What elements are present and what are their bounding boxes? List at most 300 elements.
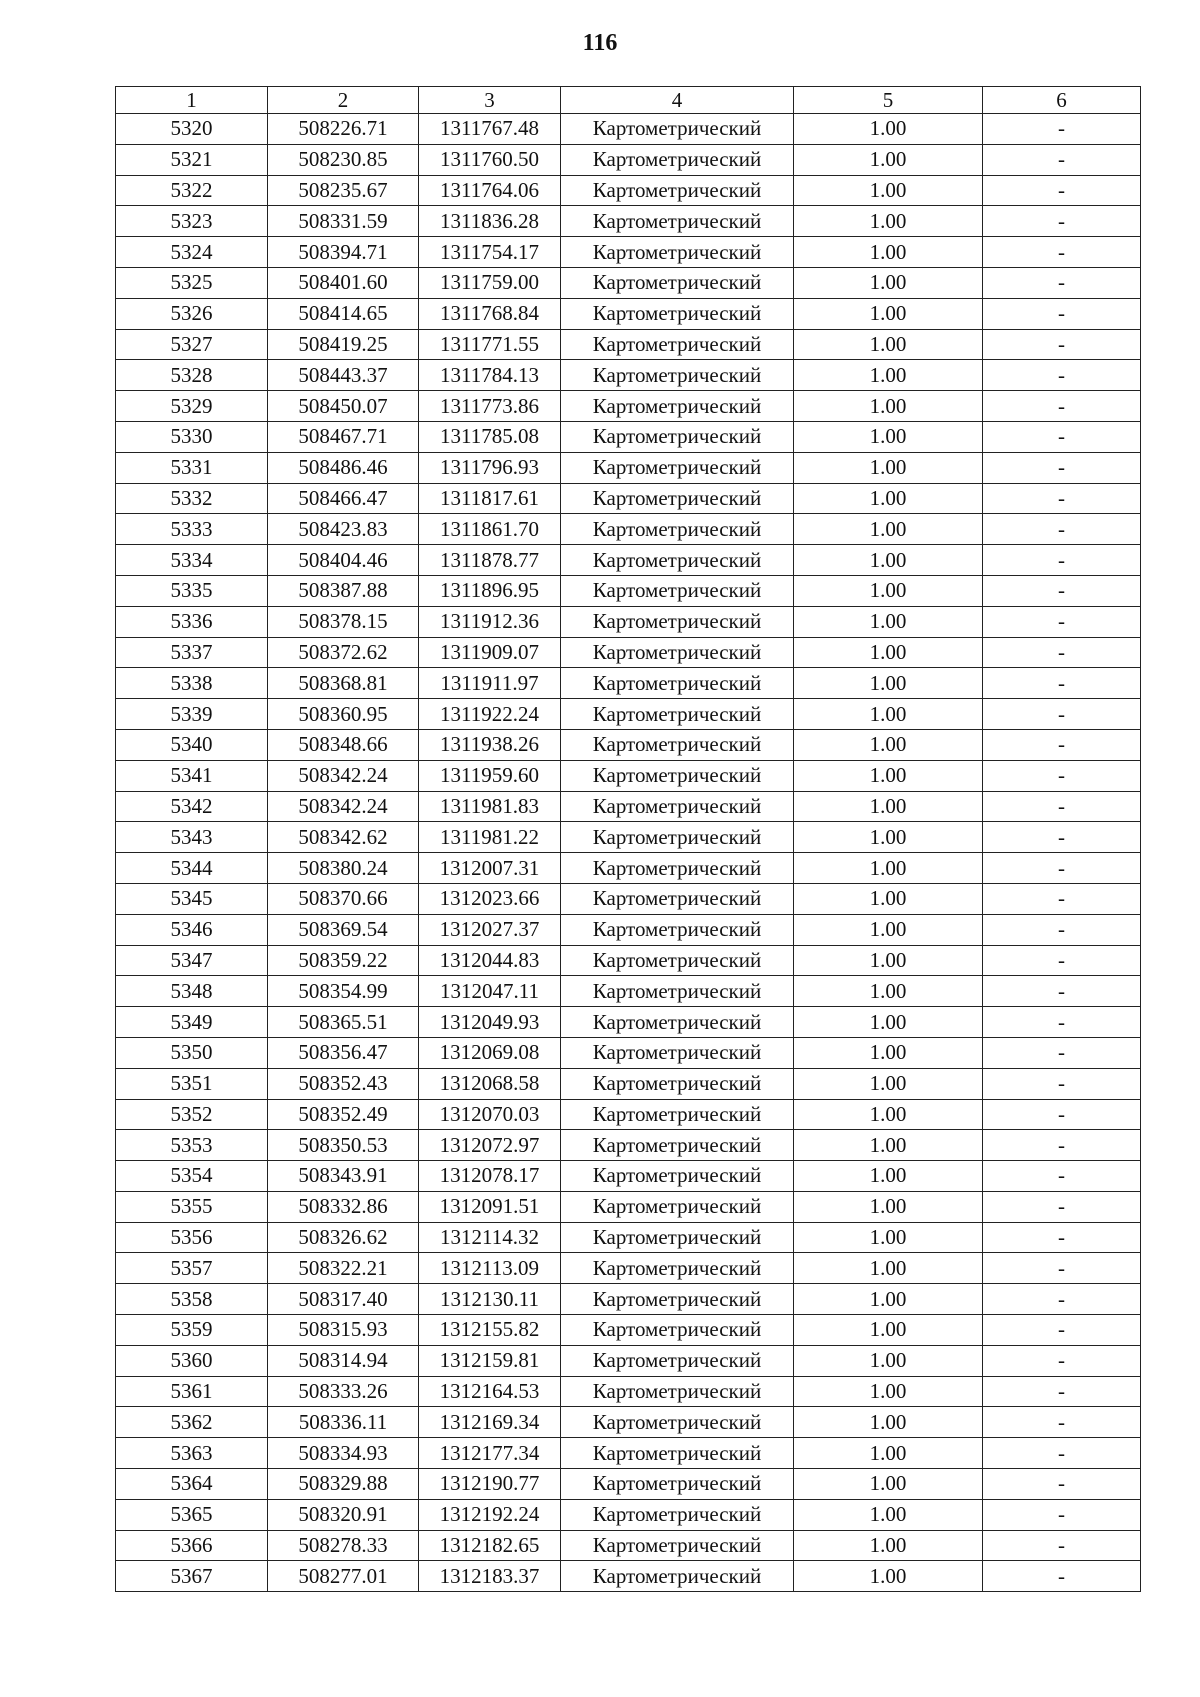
- point-number-cell: 5366: [116, 1530, 268, 1561]
- point-number-cell: 5321: [116, 144, 268, 175]
- point-number-cell: 5344: [116, 853, 268, 884]
- y-coordinate-cell: 1312044.83: [419, 945, 561, 976]
- y-coordinate-cell: 1311912.36: [419, 606, 561, 637]
- y-coordinate-cell: 1311768.84: [419, 298, 561, 329]
- x-coordinate-cell: 508369.54: [268, 914, 419, 945]
- x-coordinate-cell: 508350.53: [268, 1130, 419, 1161]
- accuracy-cell: 1.00: [794, 1037, 983, 1068]
- point-number-cell: 5358: [116, 1284, 268, 1315]
- point-number-cell: 5349: [116, 1007, 268, 1038]
- x-coordinate-cell: 508404.46: [268, 545, 419, 576]
- column-header: 2: [268, 87, 419, 114]
- accuracy-cell: 1.00: [794, 206, 983, 237]
- accuracy-cell: 1.00: [794, 1345, 983, 1376]
- y-coordinate-cell: 1312114.32: [419, 1222, 561, 1253]
- description-cell: -: [983, 391, 1141, 422]
- column-header: 1: [116, 87, 268, 114]
- table-row: [116, 483, 1141, 514]
- description-cell: -: [983, 1376, 1141, 1407]
- point-number-cell: 5346: [116, 914, 268, 945]
- table-row: [116, 1438, 1141, 1469]
- point-number-cell: 5338: [116, 668, 268, 699]
- accuracy-cell: 1.00: [794, 483, 983, 514]
- description-cell: -: [983, 114, 1141, 145]
- x-coordinate-cell: 508450.07: [268, 391, 419, 422]
- y-coordinate-cell: 1311981.22: [419, 822, 561, 853]
- accuracy-cell: 1.00: [794, 1222, 983, 1253]
- x-coordinate-cell: 508331.59: [268, 206, 419, 237]
- description-cell: -: [983, 545, 1141, 576]
- point-number-cell: 5325: [116, 267, 268, 298]
- method-cell: Картометрический: [561, 1037, 794, 1068]
- accuracy-cell: 1.00: [794, 298, 983, 329]
- method-cell: Картометрический: [561, 298, 794, 329]
- table-row: [116, 1099, 1141, 1130]
- y-coordinate-cell: 1312068.58: [419, 1068, 561, 1099]
- y-coordinate-cell: 1312113.09: [419, 1253, 561, 1284]
- table-row: [116, 175, 1141, 206]
- table-row: [116, 822, 1141, 853]
- accuracy-cell: 1.00: [794, 729, 983, 760]
- description-cell: -: [983, 1037, 1141, 1068]
- table-row: [116, 1130, 1141, 1161]
- table-row: [116, 206, 1141, 237]
- y-coordinate-cell: 1312070.03: [419, 1099, 561, 1130]
- point-number-cell: 5329: [116, 391, 268, 422]
- method-cell: Картометрический: [561, 1253, 794, 1284]
- method-cell: Картометрический: [561, 575, 794, 606]
- x-coordinate-cell: 508387.88: [268, 575, 419, 606]
- point-number-cell: 5354: [116, 1161, 268, 1192]
- accuracy-cell: 1.00: [794, 1499, 983, 1530]
- description-cell: -: [983, 729, 1141, 760]
- method-cell: Картометрический: [561, 1161, 794, 1192]
- description-cell: -: [983, 1191, 1141, 1222]
- y-coordinate-cell: 1312007.31: [419, 853, 561, 884]
- table-body: [116, 114, 1141, 1592]
- y-coordinate-cell: 1312192.24: [419, 1499, 561, 1530]
- x-coordinate-cell: 508277.01: [268, 1561, 419, 1592]
- method-cell: Картометрический: [561, 421, 794, 452]
- point-number-cell: 5359: [116, 1315, 268, 1346]
- method-cell: Картометрический: [561, 1407, 794, 1438]
- accuracy-cell: 1.00: [794, 452, 983, 483]
- point-number-cell: 5348: [116, 976, 268, 1007]
- accuracy-cell: 1.00: [794, 699, 983, 730]
- method-cell: Картометрический: [561, 945, 794, 976]
- column-header: 6: [983, 87, 1141, 114]
- y-coordinate-cell: 1312182.65: [419, 1530, 561, 1561]
- accuracy-cell: 1.00: [794, 822, 983, 853]
- x-coordinate-cell: 508329.88: [268, 1469, 419, 1500]
- method-cell: Картометрический: [561, 483, 794, 514]
- point-number-cell: 5335: [116, 575, 268, 606]
- table-row: [116, 1253, 1141, 1284]
- table-row: [116, 1315, 1141, 1346]
- y-coordinate-cell: 1312164.53: [419, 1376, 561, 1407]
- y-coordinate-cell: 1311817.61: [419, 483, 561, 514]
- accuracy-cell: 1.00: [794, 1068, 983, 1099]
- point-number-cell: 5330: [116, 421, 268, 452]
- method-cell: Картометрический: [561, 452, 794, 483]
- x-coordinate-cell: 508372.62: [268, 637, 419, 668]
- y-coordinate-cell: 1311760.50: [419, 144, 561, 175]
- x-coordinate-cell: 508423.83: [268, 514, 419, 545]
- description-cell: -: [983, 1499, 1141, 1530]
- method-cell: Картометрический: [561, 914, 794, 945]
- accuracy-cell: 1.00: [794, 1007, 983, 1038]
- accuracy-cell: 1.00: [794, 1376, 983, 1407]
- column-header: 3: [419, 87, 561, 114]
- description-cell: -: [983, 1007, 1141, 1038]
- description-cell: -: [983, 699, 1141, 730]
- description-cell: -: [983, 206, 1141, 237]
- description-cell: -: [983, 791, 1141, 822]
- accuracy-cell: 1.00: [794, 1438, 983, 1469]
- description-cell: -: [983, 1161, 1141, 1192]
- description-cell: -: [983, 237, 1141, 268]
- point-number-cell: 5333: [116, 514, 268, 545]
- point-number-cell: 5357: [116, 1253, 268, 1284]
- description-cell: -: [983, 421, 1141, 452]
- table-row: [116, 144, 1141, 175]
- x-coordinate-cell: 508230.85: [268, 144, 419, 175]
- accuracy-cell: 1.00: [794, 1530, 983, 1561]
- y-coordinate-cell: 1311911.97: [419, 668, 561, 699]
- method-cell: Картометрический: [561, 1315, 794, 1346]
- x-coordinate-cell: 508443.37: [268, 360, 419, 391]
- method-cell: Картометрический: [561, 360, 794, 391]
- point-number-cell: 5339: [116, 699, 268, 730]
- description-cell: -: [983, 267, 1141, 298]
- point-number-cell: 5362: [116, 1407, 268, 1438]
- x-coordinate-cell: 508370.66: [268, 883, 419, 914]
- method-cell: Картометрический: [561, 760, 794, 791]
- x-coordinate-cell: 508414.65: [268, 298, 419, 329]
- method-cell: Картометрический: [561, 514, 794, 545]
- method-cell: Картометрический: [561, 1284, 794, 1315]
- y-coordinate-cell: 1312159.81: [419, 1345, 561, 1376]
- point-number-cell: 5353: [116, 1130, 268, 1161]
- accuracy-cell: 1.00: [794, 267, 983, 298]
- accuracy-cell: 1.00: [794, 1130, 983, 1161]
- y-coordinate-cell: 1311938.26: [419, 729, 561, 760]
- description-cell: -: [983, 360, 1141, 391]
- method-cell: Картометрический: [561, 729, 794, 760]
- point-number-cell: 5342: [116, 791, 268, 822]
- point-number-cell: 5361: [116, 1376, 268, 1407]
- x-coordinate-cell: 508342.24: [268, 760, 419, 791]
- method-cell: Картометрический: [561, 1222, 794, 1253]
- table-row: [116, 514, 1141, 545]
- accuracy-cell: 1.00: [794, 1315, 983, 1346]
- table-row: [116, 637, 1141, 668]
- method-cell: Картометрический: [561, 1345, 794, 1376]
- method-cell: Картометрический: [561, 822, 794, 853]
- y-coordinate-cell: 1311896.95: [419, 575, 561, 606]
- point-number-cell: 5340: [116, 729, 268, 760]
- description-cell: -: [983, 1315, 1141, 1346]
- coordinates-table: [115, 86, 1141, 1592]
- accuracy-cell: 1.00: [794, 1561, 983, 1592]
- method-cell: Картометрический: [561, 606, 794, 637]
- x-coordinate-cell: 508342.62: [268, 822, 419, 853]
- x-coordinate-cell: 508380.24: [268, 853, 419, 884]
- method-cell: Картометрический: [561, 883, 794, 914]
- accuracy-cell: 1.00: [794, 575, 983, 606]
- description-cell: -: [983, 1099, 1141, 1130]
- y-coordinate-cell: 1312130.11: [419, 1284, 561, 1315]
- description-cell: -: [983, 144, 1141, 175]
- table-row: [116, 1499, 1141, 1530]
- accuracy-cell: 1.00: [794, 1469, 983, 1500]
- description-cell: -: [983, 853, 1141, 884]
- x-coordinate-cell: 508467.71: [268, 421, 419, 452]
- point-number-cell: 5328: [116, 360, 268, 391]
- point-number-cell: 5367: [116, 1561, 268, 1592]
- method-cell: Картометрический: [561, 668, 794, 699]
- table-row: [116, 883, 1141, 914]
- description-cell: -: [983, 1068, 1141, 1099]
- x-coordinate-cell: 508343.91: [268, 1161, 419, 1192]
- x-coordinate-cell: 508235.67: [268, 175, 419, 206]
- point-number-cell: 5326: [116, 298, 268, 329]
- method-cell: Картометрический: [561, 114, 794, 145]
- accuracy-cell: 1.00: [794, 760, 983, 791]
- page-number: 116: [582, 30, 618, 56]
- x-coordinate-cell: 508315.93: [268, 1315, 419, 1346]
- table-row: [116, 452, 1141, 483]
- accuracy-cell: 1.00: [794, 545, 983, 576]
- description-cell: -: [983, 1469, 1141, 1500]
- point-number-cell: 5331: [116, 452, 268, 483]
- method-cell: Картометрический: [561, 206, 794, 237]
- description-cell: -: [983, 760, 1141, 791]
- table-row: [116, 1530, 1141, 1561]
- description-cell: -: [983, 329, 1141, 360]
- table-row: [116, 1407, 1141, 1438]
- x-coordinate-cell: 508359.22: [268, 945, 419, 976]
- point-number-cell: 5334: [116, 545, 268, 576]
- table-row: [116, 298, 1141, 329]
- table-row: [116, 760, 1141, 791]
- x-coordinate-cell: 508334.93: [268, 1438, 419, 1469]
- x-coordinate-cell: 508365.51: [268, 1007, 419, 1038]
- table-row: [116, 114, 1141, 145]
- x-coordinate-cell: 508352.49: [268, 1099, 419, 1130]
- column-header: 4: [561, 87, 794, 114]
- point-number-cell: 5360: [116, 1345, 268, 1376]
- description-cell: -: [983, 822, 1141, 853]
- accuracy-cell: 1.00: [794, 668, 983, 699]
- table-row: [116, 1345, 1141, 1376]
- y-coordinate-cell: 1311836.28: [419, 206, 561, 237]
- x-coordinate-cell: 508352.43: [268, 1068, 419, 1099]
- x-coordinate-cell: 508342.24: [268, 791, 419, 822]
- y-coordinate-cell: 1312072.97: [419, 1130, 561, 1161]
- table-row: [116, 421, 1141, 452]
- point-number-cell: 5336: [116, 606, 268, 637]
- description-cell: -: [983, 1530, 1141, 1561]
- point-number-cell: 5350: [116, 1037, 268, 1068]
- description-cell: -: [983, 1407, 1141, 1438]
- table-row: [116, 545, 1141, 576]
- method-cell: Картометрический: [561, 267, 794, 298]
- y-coordinate-cell: 1312155.82: [419, 1315, 561, 1346]
- table-row: [116, 853, 1141, 884]
- table-row: [116, 1037, 1141, 1068]
- description-cell: -: [983, 1253, 1141, 1284]
- x-coordinate-cell: 508320.91: [268, 1499, 419, 1530]
- method-cell: Картометрический: [561, 175, 794, 206]
- y-coordinate-cell: 1312078.17: [419, 1161, 561, 1192]
- accuracy-cell: 1.00: [794, 1253, 983, 1284]
- method-cell: Картометрический: [561, 1068, 794, 1099]
- method-cell: Картометрический: [561, 1469, 794, 1500]
- accuracy-cell: 1.00: [794, 791, 983, 822]
- y-coordinate-cell: 1311878.77: [419, 545, 561, 576]
- point-number-cell: 5323: [116, 206, 268, 237]
- accuracy-cell: 1.00: [794, 144, 983, 175]
- description-cell: -: [983, 575, 1141, 606]
- point-number-cell: 5355: [116, 1191, 268, 1222]
- method-cell: Картометрический: [561, 1130, 794, 1161]
- description-cell: -: [983, 452, 1141, 483]
- x-coordinate-cell: 508356.47: [268, 1037, 419, 1068]
- point-number-cell: 5320: [116, 114, 268, 145]
- y-coordinate-cell: 1311773.86: [419, 391, 561, 422]
- y-coordinate-cell: 1311796.93: [419, 452, 561, 483]
- y-coordinate-cell: 1312169.34: [419, 1407, 561, 1438]
- table-header-row: [116, 87, 1141, 114]
- x-coordinate-cell: 508378.15: [268, 606, 419, 637]
- table-row: [116, 914, 1141, 945]
- description-cell: -: [983, 1438, 1141, 1469]
- accuracy-cell: 1.00: [794, 1161, 983, 1192]
- description-cell: -: [983, 298, 1141, 329]
- accuracy-cell: 1.00: [794, 114, 983, 145]
- table-row: [116, 1007, 1141, 1038]
- description-cell: -: [983, 514, 1141, 545]
- y-coordinate-cell: 1311909.07: [419, 637, 561, 668]
- table-row: [116, 1068, 1141, 1099]
- description-cell: -: [983, 914, 1141, 945]
- table-row: [116, 1284, 1141, 1315]
- table-row: [116, 1376, 1141, 1407]
- accuracy-cell: 1.00: [794, 883, 983, 914]
- point-number-cell: 5327: [116, 329, 268, 360]
- point-number-cell: 5345: [116, 883, 268, 914]
- x-coordinate-cell: 508360.95: [268, 699, 419, 730]
- description-cell: -: [983, 1284, 1141, 1315]
- y-coordinate-cell: 1312049.93: [419, 1007, 561, 1038]
- y-coordinate-cell: 1311754.17: [419, 237, 561, 268]
- y-coordinate-cell: 1312023.66: [419, 883, 561, 914]
- table-row: [116, 1469, 1141, 1500]
- table-row: [116, 699, 1141, 730]
- table-row: [116, 945, 1141, 976]
- y-coordinate-cell: 1312047.11: [419, 976, 561, 1007]
- accuracy-cell: 1.00: [794, 1284, 983, 1315]
- x-coordinate-cell: 508486.46: [268, 452, 419, 483]
- table-row: [116, 360, 1141, 391]
- point-number-cell: 5324: [116, 237, 268, 268]
- x-coordinate-cell: 508348.66: [268, 729, 419, 760]
- method-cell: Картометрический: [561, 1376, 794, 1407]
- method-cell: Картометрический: [561, 237, 794, 268]
- description-cell: -: [983, 1130, 1141, 1161]
- method-cell: Картометрический: [561, 1561, 794, 1592]
- table-row: [116, 1561, 1141, 1592]
- y-coordinate-cell: 1312183.37: [419, 1561, 561, 1592]
- x-coordinate-cell: 508466.47: [268, 483, 419, 514]
- point-number-cell: 5337: [116, 637, 268, 668]
- method-cell: Картометрический: [561, 637, 794, 668]
- x-coordinate-cell: 508314.94: [268, 1345, 419, 1376]
- y-coordinate-cell: 1311981.83: [419, 791, 561, 822]
- accuracy-cell: 1.00: [794, 853, 983, 884]
- y-coordinate-cell: 1311759.00: [419, 267, 561, 298]
- description-cell: -: [983, 976, 1141, 1007]
- accuracy-cell: 1.00: [794, 421, 983, 452]
- method-cell: Картометрический: [561, 144, 794, 175]
- accuracy-cell: 1.00: [794, 606, 983, 637]
- table-row: [116, 606, 1141, 637]
- point-number-cell: 5347: [116, 945, 268, 976]
- y-coordinate-cell: 1311764.06: [419, 175, 561, 206]
- y-coordinate-cell: 1312177.34: [419, 1438, 561, 1469]
- method-cell: Картометрический: [561, 1530, 794, 1561]
- x-coordinate-cell: 508226.71: [268, 114, 419, 145]
- y-coordinate-cell: 1312190.77: [419, 1469, 561, 1500]
- table-row: [116, 976, 1141, 1007]
- method-cell: Картометрический: [561, 1191, 794, 1222]
- accuracy-cell: 1.00: [794, 175, 983, 206]
- x-coordinate-cell: 508333.26: [268, 1376, 419, 1407]
- y-coordinate-cell: 1312069.08: [419, 1037, 561, 1068]
- description-cell: -: [983, 945, 1141, 976]
- point-number-cell: 5322: [116, 175, 268, 206]
- accuracy-cell: 1.00: [794, 329, 983, 360]
- description-cell: -: [983, 175, 1141, 206]
- point-number-cell: 5341: [116, 760, 268, 791]
- y-coordinate-cell: 1311922.24: [419, 699, 561, 730]
- table-row: [116, 575, 1141, 606]
- y-coordinate-cell: 1311767.48: [419, 114, 561, 145]
- x-coordinate-cell: 508332.86: [268, 1191, 419, 1222]
- x-coordinate-cell: 508326.62: [268, 1222, 419, 1253]
- table-row: [116, 1161, 1141, 1192]
- point-number-cell: 5343: [116, 822, 268, 853]
- accuracy-cell: 1.00: [794, 1191, 983, 1222]
- method-cell: Картометрический: [561, 1499, 794, 1530]
- y-coordinate-cell: 1311784.13: [419, 360, 561, 391]
- accuracy-cell: 1.00: [794, 237, 983, 268]
- method-cell: Картометрический: [561, 545, 794, 576]
- description-cell: -: [983, 668, 1141, 699]
- accuracy-cell: 1.00: [794, 914, 983, 945]
- table-row: [116, 1222, 1141, 1253]
- table-row: [116, 729, 1141, 760]
- table-row: [116, 391, 1141, 422]
- table-row: [116, 329, 1141, 360]
- description-cell: -: [983, 637, 1141, 668]
- x-coordinate-cell: 508394.71: [268, 237, 419, 268]
- accuracy-cell: 1.00: [794, 514, 983, 545]
- y-coordinate-cell: 1311959.60: [419, 760, 561, 791]
- table-row: [116, 668, 1141, 699]
- point-number-cell: 5364: [116, 1469, 268, 1500]
